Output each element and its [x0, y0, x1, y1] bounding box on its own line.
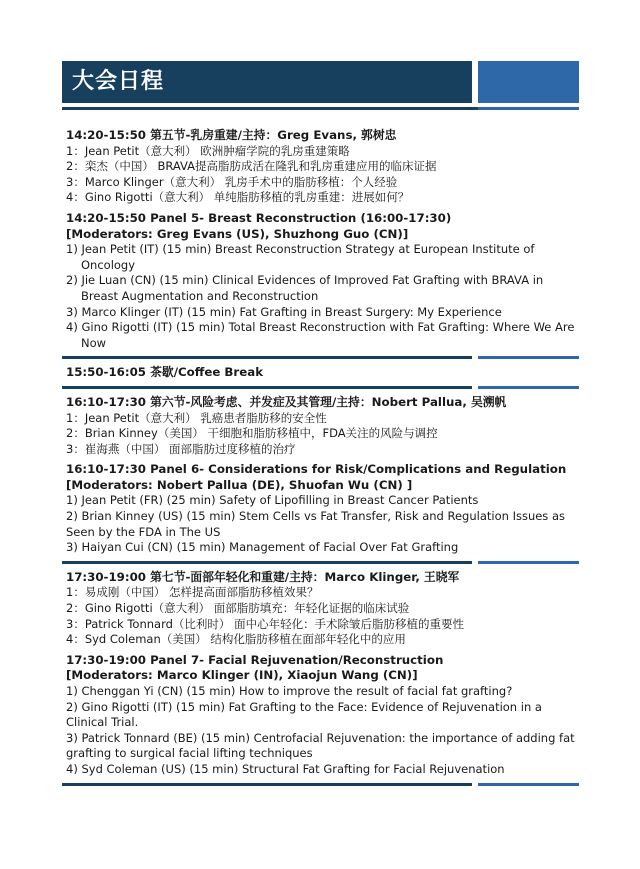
header-rule-accent [478, 107, 579, 110]
en-item: 3) Haiyan Cui (CN) (15 min) Management of Facial Over Fat Grafting [66, 540, 459, 555]
cn-item: 3：崔海燕（中国） 面部脂肪过度移植的治疗 [66, 441, 296, 456]
en-item: 4) Syd Coleman (US) (15 min) Structural Fat Grafting for Facial Rejuvenation [66, 761, 505, 776]
section-divider [66, 556, 582, 570]
page-title: 大会日程 [72, 69, 165, 94]
header-accent-box [478, 61, 579, 103]
section-panel-6 [66, 395, 582, 556]
section-moderators: [Moderators: Nobert Pallua (DE), Shuofan Wu (CN) ] [66, 477, 413, 492]
en-item: 2) Jie Luan (CN) (15 min) Clinical Evidences of Improved Fat Grafting with BRAVA in Breast Augmentation and Reconstruction [66, 273, 544, 303]
section-moderators: [Moderators: Greg Evans (US), Shuzhong Guo (CN)] [66, 226, 409, 241]
en-item: 1) Jean Petit (IT) (15 min) Breast Reconstruction Strategy at European Institute of Oncology [66, 242, 535, 272]
section-moderators: [Moderators: Marco Klinger (IN), Xiaojun Wang (CN)] [66, 668, 418, 683]
section-divider [66, 351, 582, 365]
cn-item: 2：Gino Rigotti（意大利） 面部脂肪填充：年轻化证据的临床试验 [66, 601, 410, 616]
en-item: 2) Gino Rigotti (IT) (15 min) Fat Grafting to the Face: Evidence of Rejuvenation in a Clinical Trial. [66, 699, 542, 730]
schedule [66, 128, 582, 792]
coffee-break: 15:50-16:05 茶歇/Coffee Break [66, 365, 264, 380]
section-panel-7 [66, 570, 582, 778]
cn-item: 1：Jean Petit（意大利） 乳癌患者脂肪移的安全性 [66, 410, 327, 425]
section-panel-5 [66, 128, 582, 351]
cn-item: 1：Jean Petit（意大利） 欧洲肿瘤学院的乳房重建策略 [66, 143, 350, 158]
cn-item: 3：Patrick Tonnard（比利时） 面中心年轻化：手术除皱后脂肪移植的重要性 [66, 616, 465, 631]
en-item: 2) Brian Kinney (US) (15 min) Stem Cells vs Fat Transfer, Risk and Regulation Issues as Seen by the FDA in The US [66, 509, 565, 539]
section-cn-title: 16:10-17:30 第六节-风险考虑、并发症及其管理/主持：Nobert Pallua, 吴溯帆 [66, 394, 507, 409]
cn-item: 1：易成刚（中国） 怎样提高面部脂肪移植效果？ [66, 585, 319, 600]
section-divider [66, 381, 582, 395]
section-cn-title: 14:20-15:50 第五节-乳房重建/主持：Greg Evans, 郭树忠 [66, 128, 397, 142]
cn-item: 2：Brian Kinney（美国） 干细胞和脂肪移植中，FDA关注的风险与调控 [66, 426, 438, 441]
cn-item: 4：Syd Coleman（美国） 结构化脂肪移植在面部年轻化中的应用 [66, 632, 406, 647]
section-cn-title: 17:30-19:00 第七节-面部年轻化和重建/主持：Marco Klinger, 王晓军 [66, 569, 460, 584]
section-en-title: 17:30-19:00 Panel 7- Facial Rejuvenation/Reconstruction [66, 652, 444, 667]
section-en-title: 16:10-17:30 Panel 6- Considerations for Risk/Complications and Regulation [66, 462, 567, 477]
en-item: 3) Patrick Tonnard (BE) (15 min) Centrofacial Rejuvenation: the importance of adding fat grafting to surgical facial lifting techniques [66, 730, 575, 761]
en-item: 1) Chenggan Yi (CN) (15 min) How to improve the result of facial fat grafting? [66, 684, 513, 698]
cn-item: 4：Gino Rigotti（意大利） 单纯脂肪移植的乳房重建：进展如何？ [66, 190, 410, 205]
section-en-title: 14:20-15:50 Panel 5- Breast Reconstruction (16:00-17:30) [66, 210, 452, 225]
cn-item: 2：栾杰（中国） BRAVA提高脂肪成活在隆乳和乳房重建应用的临床证据 [66, 159, 437, 174]
section-divider [66, 778, 582, 792]
en-item: 1) Jean Petit (FR) (25 min) Safety of Lipofilling in Breast Cancer Patients [66, 493, 479, 508]
en-item: 3) Marco Klinger (IT) (15 min) Fat Grafting in Breast Surgery: My Experience [66, 304, 502, 319]
cn-item: 3：Marco Klinger（意大利） 乳房手术中的脂肪移植：个人经验 [66, 174, 398, 189]
en-item: 4) Gino Rigotti (IT) (15 min) Total Breast Reconstruction with Fat Grafting: Where We Are Now [66, 320, 575, 350]
